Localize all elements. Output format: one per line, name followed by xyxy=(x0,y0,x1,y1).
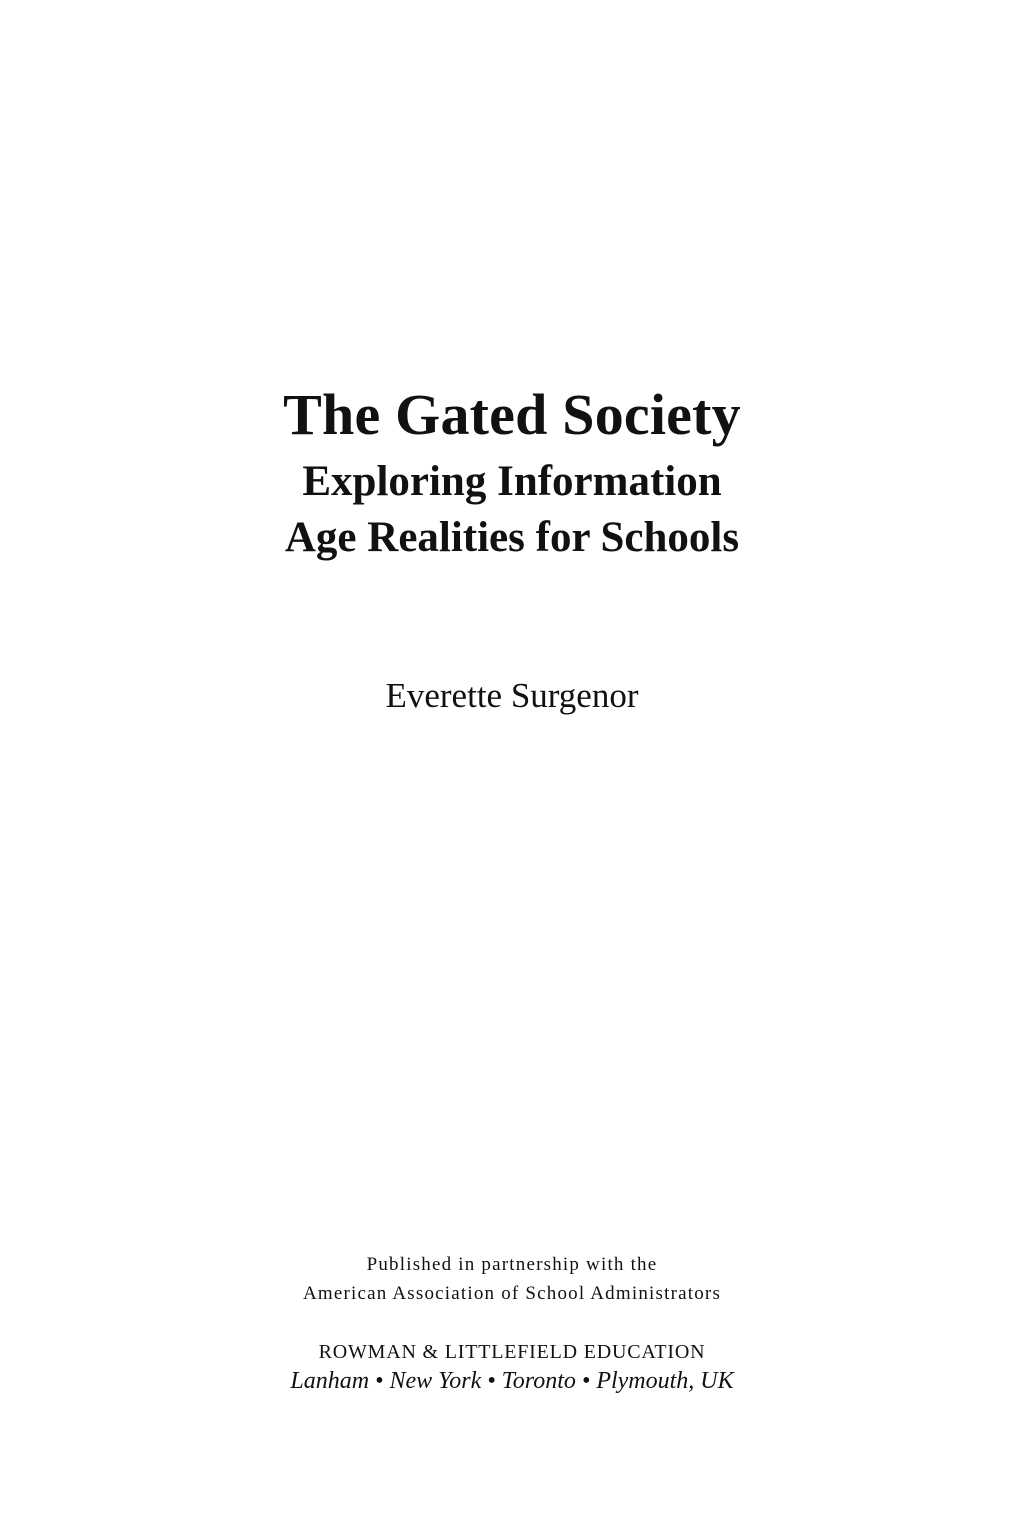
subtitle-line-2: Age Realities for Schools xyxy=(284,514,740,561)
partnership-line-2: American Association of School Administrators xyxy=(302,1283,722,1304)
partnership-line-1: Published in partnership with the xyxy=(366,1254,658,1275)
publication-partnership-note xyxy=(0,1250,1024,1308)
book-title: The Gated Society xyxy=(283,381,741,447)
publisher-name: ROWMAN & LITTLEFIELD EDUCATION xyxy=(318,1341,706,1363)
author-name: Everette Surgenor xyxy=(385,676,639,715)
publisher-locations: Lanham • New York • Toronto • Plymouth, UK xyxy=(290,1368,734,1394)
book-subtitle xyxy=(0,454,1024,566)
subtitle-line-1: Exploring Information xyxy=(302,458,722,505)
